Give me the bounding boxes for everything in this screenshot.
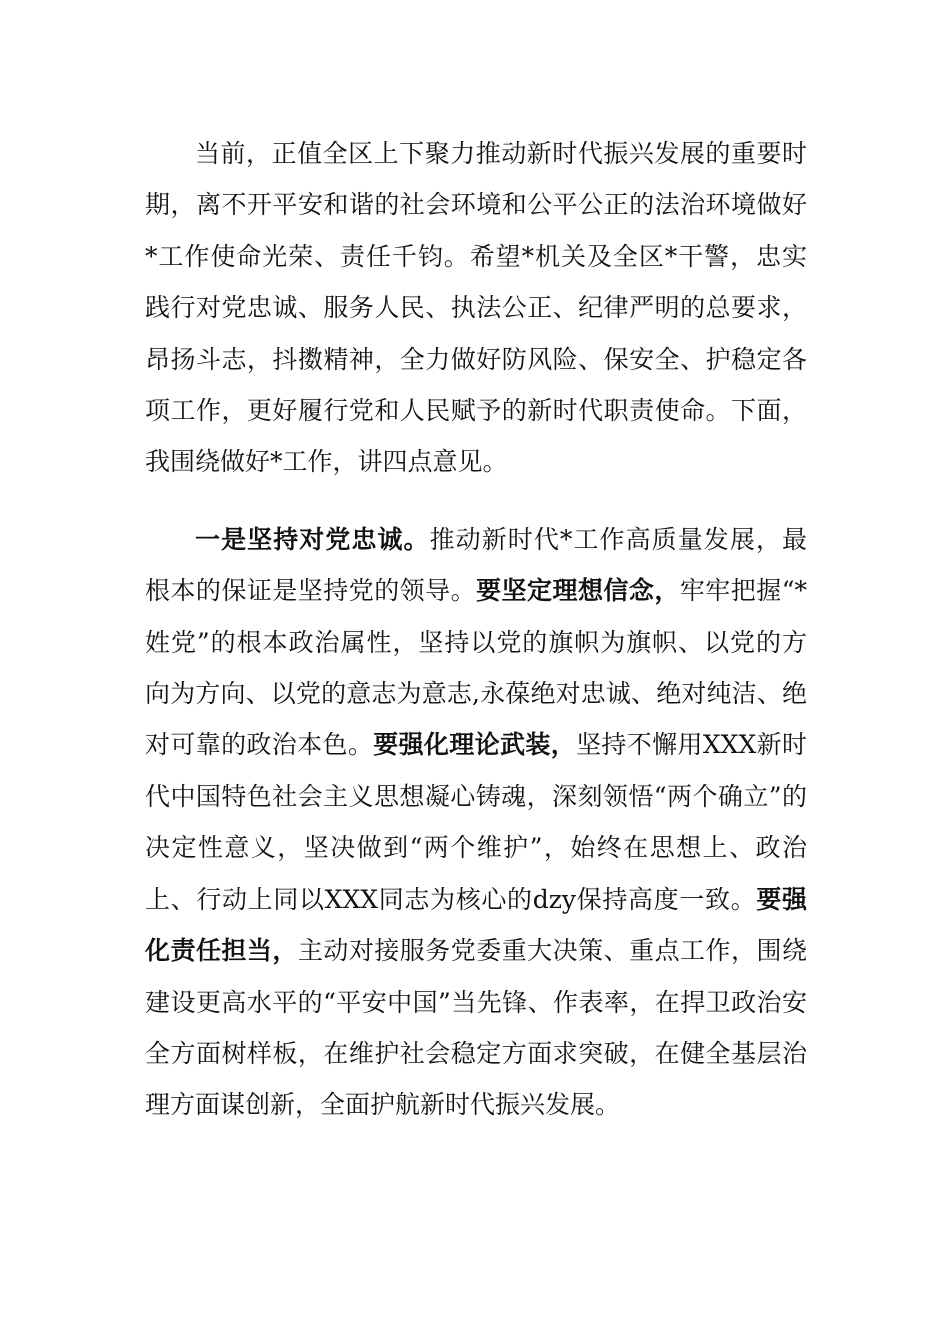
document-body <box>145 128 807 1131</box>
point-one-paragraph <box>145 514 807 1131</box>
point-one-text-1: 推动新时代*工作高质量发展，最根本的保证是坚持党的领导。 <box>145 524 807 606</box>
point-one-heading: 一是坚持对党忠诚。 <box>195 524 430 554</box>
point-one-text-2: 牢牢把握“*姓党”的根本政治属性，坚持以党的旗帜为旗帜、以党的方向为方向、以党的意志为意志,永葆绝对忠诚、绝对纯洁、绝对可靠的政治本色。 <box>145 576 807 760</box>
intro-text: 当前，正值全区上下聚力推动新时代振兴发展的重要时期，离不开平安和谐的社会环境和公平公正的法治环境做好*工作使命光荣、责任千钧。希望*机关及全区*干警，忠实践行对党忠诚、服务人民、执法公正、纪律严明的总要求，昂扬斗志，抖擞精神，全力做好防风险、保安全、护稳定各项工作，更好履行党和人民赋予的新时代职责使命。下面，我围绕做好*工作，讲四点意见。 <box>145 139 807 477</box>
point-one-text-3: 坚持不懈用XXX新时代中国特色社会主义思想凝心铸魂，深刻领悟“两个确立”的决定性意义，坚决做到“两个维护”，始终在思想上、政治上、行动上同以XXX同志为核心的dzy保持高度一致。 <box>145 730 807 914</box>
point-one-text-4: 主动对接服务党委重大决策、重点工作，围绕建设更高水平的“平安中国”当先锋、作表率，在捍卫政治安全方面树样板，在维护社会稳定方面求突破，在健全基层治理方面谋创新，全面护航新时代振兴发展。 <box>145 936 807 1120</box>
point-one-subheading-3: 要强化责任担当， <box>145 884 807 966</box>
intro-paragraph <box>145 128 807 488</box>
point-one-subheading-2: 要强化理论武装， <box>373 730 577 760</box>
point-one-subheading-1: 要坚定理想信念， <box>476 576 680 606</box>
